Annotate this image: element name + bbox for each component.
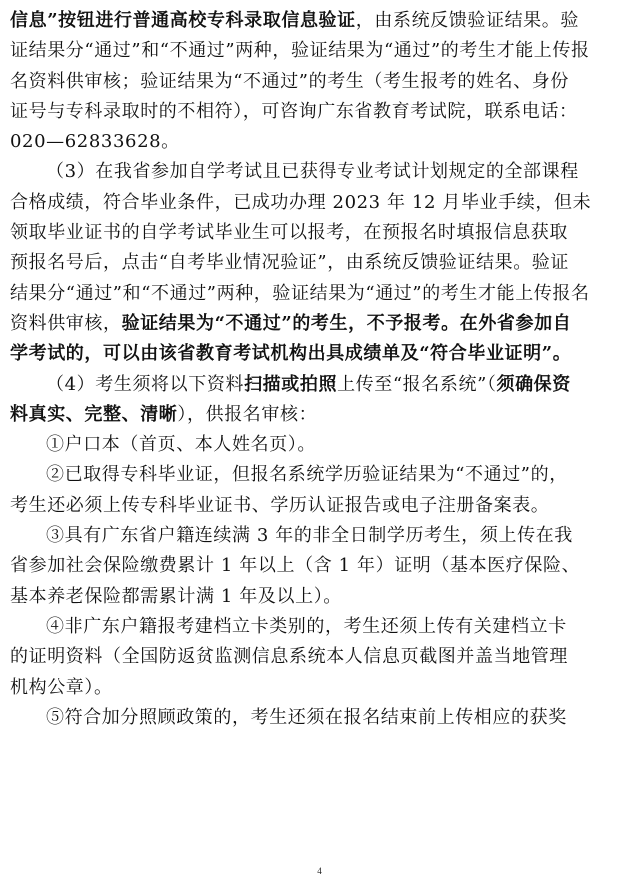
text-line-19 xyxy=(10,551,626,581)
text-line-7 xyxy=(10,188,626,218)
text-run: 机构公章）。 xyxy=(10,676,113,698)
text-run: 证号与专科录取时的不相符），可咨询广东省教育考试院，联系电话： xyxy=(10,100,578,122)
text-run: 资料供审核， xyxy=(10,312,122,334)
text-run: 料真实、完整、清晰 xyxy=(10,403,178,425)
text-line-3 xyxy=(10,67,626,97)
text-line-22 xyxy=(10,642,626,672)
text-run: 须确保资 xyxy=(496,373,571,395)
text-run: 考生还必须上传专科毕业证书、学历认证报告或电子注册备案表。 xyxy=(10,494,550,516)
text-line-1 xyxy=(10,6,626,36)
text-line-17 xyxy=(10,491,626,521)
text-line-20 xyxy=(10,582,626,612)
text-run: 信息”按钮进行普通高校专科录取信息验证 xyxy=(10,10,356,31)
text-line-9 xyxy=(10,248,626,278)
text-run: 结果分“通过”和“不通过”两种，验证结果为“通过”的考生才能上传报名 xyxy=(10,282,590,304)
text-line-2 xyxy=(10,36,626,66)
page-number: 4 xyxy=(317,866,322,876)
text-run: 证结果分“通过”和“不通过”两种，验证结果为“通过”的考生才能上传报 xyxy=(10,40,590,62)
text-run: 预报名号后，点击“自考毕业情况验证”，由系统反馈验证结果。验证 xyxy=(10,252,570,274)
text-run: 验证结果为“不通过”的考生，不予报考。在外省参加自 xyxy=(121,312,572,334)
text-run: 合格成绩，符合毕业条件，已成功办理 2023 年 12 月毕业手续，但未 xyxy=(10,191,592,213)
text-run: 基本养老保险都需累计满 1 年及以上）。 xyxy=(10,585,342,607)
text-line-8 xyxy=(10,218,626,248)
text-line-21 xyxy=(10,612,626,642)
text-line-11 xyxy=(10,309,626,339)
text-run: 上传至“报名系统”（ xyxy=(337,373,497,395)
text-line-24 xyxy=(10,703,626,733)
text-line-23 xyxy=(10,673,626,703)
text-line-16 xyxy=(10,460,626,490)
text-line-12 xyxy=(10,339,626,369)
text-line-5 xyxy=(10,127,626,157)
text-run: 的证明资料（全国防返贫监测信息系统本人信息页截图并盖当地管理 xyxy=(10,646,568,668)
text-run: （3）在我省参加自学考试且已获得专业考试计划规定的全部课程 xyxy=(46,161,579,183)
text-run: ，由系统反馈验证结果。验 xyxy=(355,10,579,31)
text-run: 扫描或拍照 xyxy=(244,373,338,395)
text-line-18 xyxy=(10,521,626,551)
text-line-4 xyxy=(10,97,626,127)
text-run: ），供报名审核： xyxy=(177,403,318,425)
text-run: 名资料供审核；验证结果为“不通过”的考生（考生报考的姓名、身份 xyxy=(10,70,570,92)
text-line-15 xyxy=(10,430,626,460)
text-run: 省参加社会保险缴费累计 1 年以上（含 1 年）证明（基本医疗保险、 xyxy=(10,555,581,577)
text-run: ②已取得专科毕业证，但报名系统学历验证结果为“不通过”的， xyxy=(46,464,568,486)
text-line-10 xyxy=(10,279,626,309)
text-run: 020—62833628。 xyxy=(10,131,180,153)
text-line-6 xyxy=(10,157,626,187)
text-run: ①户口本（首页、本人姓名页）。 xyxy=(46,434,316,456)
text-run: ⑤符合加分照顾政策的，考生还须在报名结束前上传相应的获奖 xyxy=(46,706,567,728)
document-body xyxy=(10,6,626,733)
text-run: ③具有广东省户籍连续满 3 年的非全日制学历考生，须上传在我 xyxy=(46,525,573,547)
text-line-13 xyxy=(10,370,626,400)
text-line-14 xyxy=(10,400,626,430)
text-run: 学考试的，可以由该省教育考试机构出具成绩单及“符合毕业证明”。 xyxy=(10,343,572,365)
text-run: （4）考生须将以下资料 xyxy=(46,373,245,395)
text-run: ④非广东户籍报考建档立卡类别的，考生还须上传有关建档立卡 xyxy=(46,615,567,637)
text-run: 领取毕业证书的自学考试毕业生可以报考，在预报名时填报信息获取 xyxy=(10,222,568,244)
